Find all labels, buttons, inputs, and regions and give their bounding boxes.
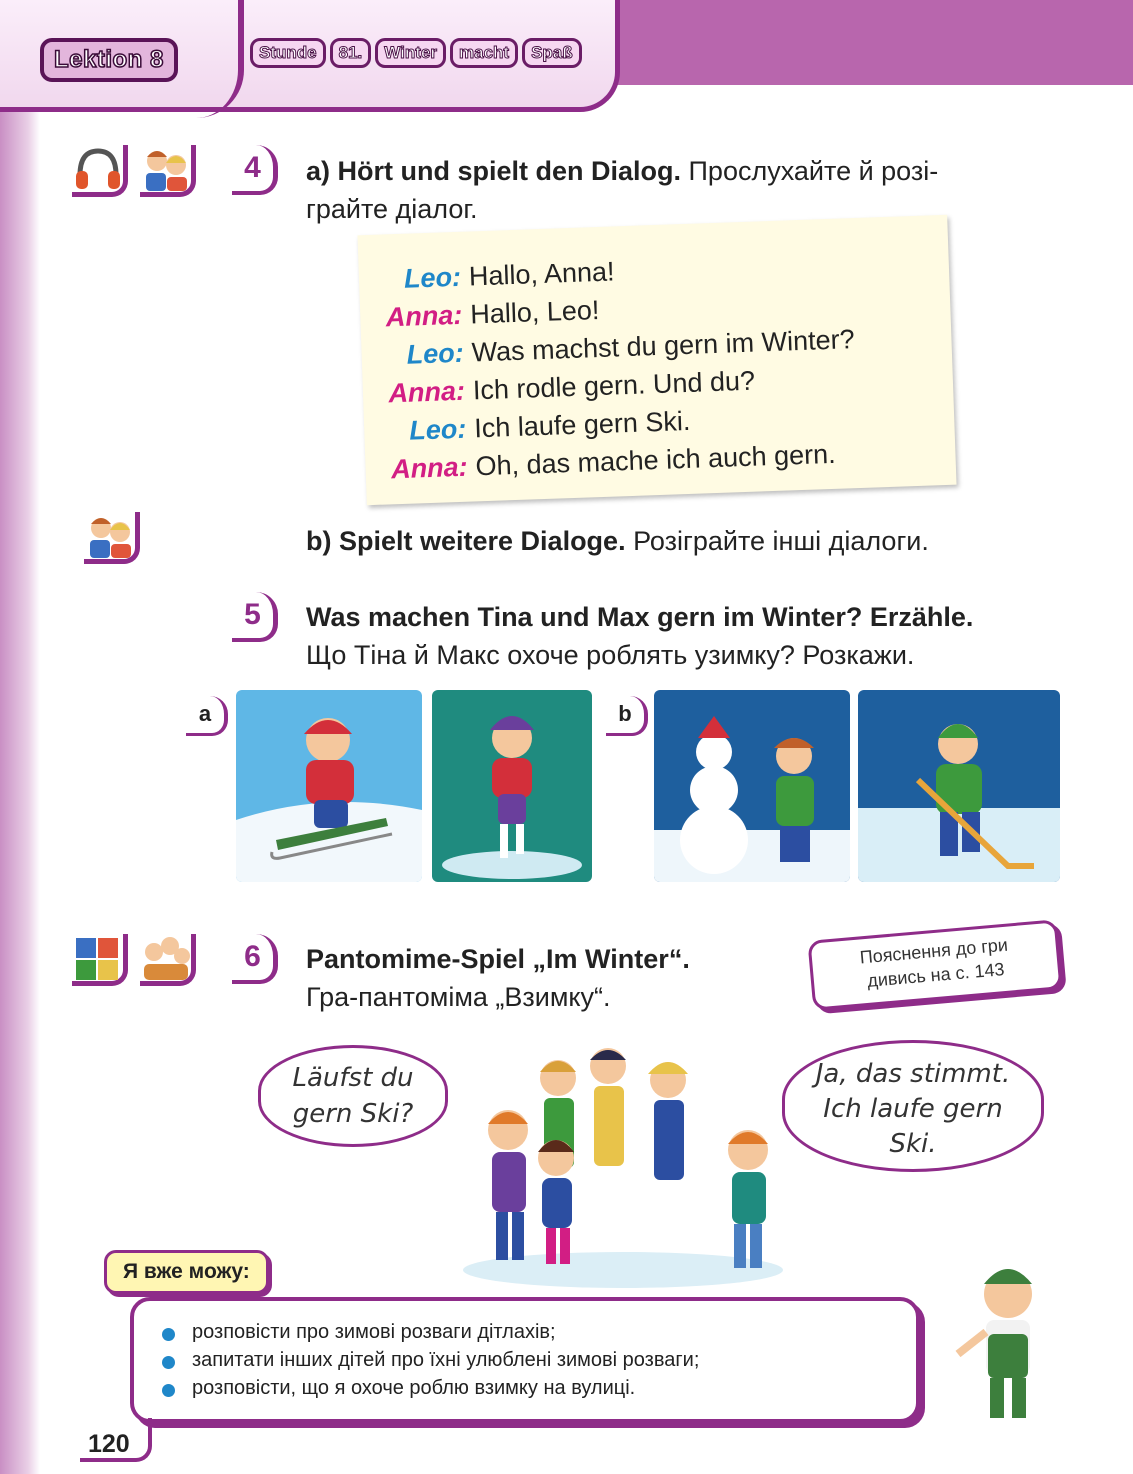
task4b-ukrainian: Розіграйте інші діалоги. — [625, 526, 929, 556]
headphones-icon — [72, 145, 128, 197]
speech-bubble-question — [258, 1045, 448, 1147]
speaker-leo: Leo: — [408, 413, 467, 446]
lesson-title-word: Spaß — [522, 38, 582, 68]
bubble-line: Läufst du — [292, 1063, 414, 1093]
lesson-title — [250, 38, 582, 68]
pair-work-icon — [84, 512, 140, 564]
task-number-6: 6 — [232, 934, 278, 984]
page-number: 120 — [88, 1430, 130, 1458]
speech-bubble-answer — [782, 1040, 1044, 1172]
dialog-line — [362, 366, 755, 411]
speaker-leo: Leo: — [403, 261, 462, 294]
hint-line: Пояснення до гри — [858, 934, 1009, 968]
task-number-5: 5 — [232, 592, 278, 642]
task-number-4: 4 — [232, 145, 278, 195]
speaker-anna: Anna: — [387, 375, 466, 409]
picture-label-b: b — [606, 696, 648, 736]
task4a-german: a) Hört und spielt den Dialog. — [306, 156, 682, 186]
task4b-instruction — [306, 522, 1066, 560]
lesson-title-word: Stunde — [250, 38, 326, 68]
dialog-text: Hallo, Leo! — [469, 294, 600, 330]
dice-cubes-icon — [72, 934, 128, 986]
can-do-item: розповісти про зимові розваги дітлахів; — [192, 1321, 556, 1343]
group-work-icon — [140, 934, 196, 986]
dialog-line — [360, 295, 600, 334]
lesson-title-word: Winter — [375, 38, 446, 68]
task4a-ukrainian-1: Прослухайте й розі- — [681, 156, 939, 186]
dialog-note — [357, 215, 956, 505]
task6-instruction — [306, 940, 786, 1016]
task4b-german: b) Spielt weitere Dialoge. — [306, 526, 626, 556]
speaker-leo: Leo: — [406, 337, 465, 370]
dialog-line — [364, 406, 691, 448]
children-group-picture — [458, 1040, 788, 1290]
left-margin-strip — [0, 0, 40, 1474]
task6-german: Pantomime-Spiel „Im Winter“. — [306, 944, 690, 974]
pair-work-icon — [140, 145, 196, 197]
bubble-line: gern Ski? — [292, 1099, 414, 1129]
picture-label-a: a — [186, 696, 228, 736]
speaker-anna: Anna: — [390, 451, 469, 485]
dialog-text: Ich rodle gern. Und du? — [472, 365, 756, 406]
task5-german: Was machen Tina und Max gern im Winter? Erzähle. — [306, 602, 974, 632]
can-do-item: запитати інших дітей про їхні улюблені зимові розваги; — [192, 1349, 700, 1371]
task5-ukrainian: Що Тіна й Макс охоче роблять узимку? Розкажи. — [306, 640, 915, 670]
bubble-line: Ich laufe gern — [823, 1094, 1003, 1124]
dialog-line — [359, 256, 616, 296]
bubble-line: Ja, das stimmt. — [815, 1059, 1011, 1089]
speaker-anna: Anna: — [385, 299, 463, 333]
can-do-label: Я вже можу: — [104, 1250, 269, 1294]
bubble-line: Ski. — [889, 1129, 937, 1159]
can-do-box — [130, 1297, 920, 1423]
dialog-text: Hallo, Anna! — [468, 256, 616, 292]
lesson-badge: Lektion 8 — [40, 38, 178, 82]
dialog-text: Was machst du gern im Winter? — [471, 324, 856, 368]
boy-mascot-picture — [950, 1250, 1060, 1430]
dialog-text: Oh, das mache ich auch gern. — [475, 438, 837, 482]
game-rules-hint — [807, 919, 1062, 1011]
dialog-line — [365, 439, 836, 486]
sledding-girl-picture — [236, 690, 422, 882]
task6-ukrainian: Гра-пантоміма „Взимку“. — [306, 982, 611, 1012]
lesson-title-word: 81. — [330, 38, 372, 68]
snowman-boy-picture — [654, 690, 850, 882]
dialog-text: Ich laufe gern Ski. — [473, 405, 691, 444]
lesson-title-word: macht — [450, 38, 518, 68]
task5-instruction — [306, 598, 1086, 674]
skating-girl-picture — [432, 690, 592, 882]
can-do-item: розповісти, що я охоче роблю взимку на вулиці. — [192, 1377, 636, 1399]
hint-line: дивись на с. 143 — [866, 959, 1006, 991]
task4a-ukrainian-2: грайте діалог. — [306, 194, 478, 224]
hockey-boy-picture — [858, 690, 1060, 882]
